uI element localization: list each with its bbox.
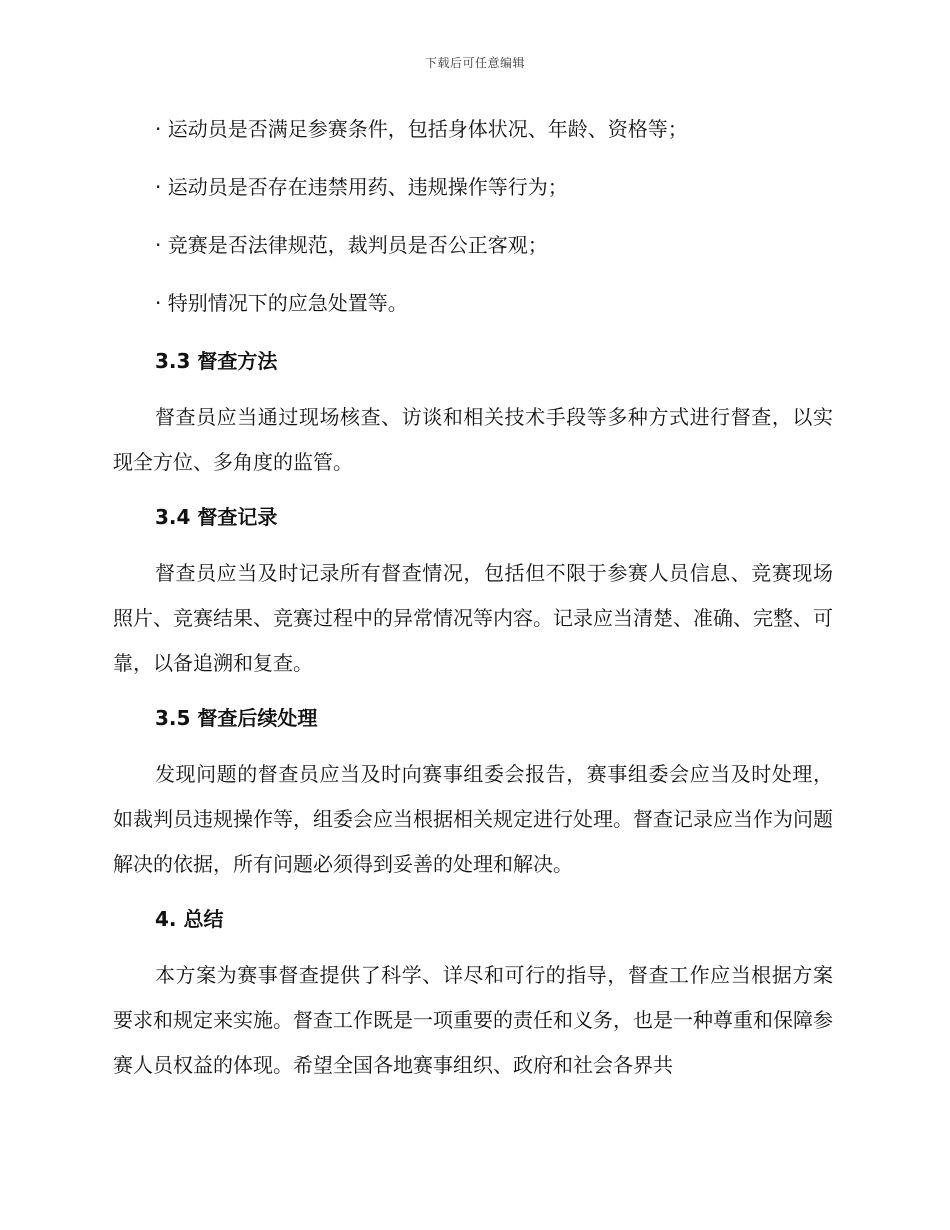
page-header: 下载后可任意编辑 [424,56,525,70]
section-heading-record: 3.4 督查记录 [155,505,278,529]
section-paragraph-followup: 发现问题的督查员应当及时向赛事组委会报告，赛事组委会应当及时处理，如裁判员违规操作等，组委会应当根据相关规定进行处理。督查记录应当作为问题解决的依据，所有问题必须得到妥善的处理和解决。 [113,762,833,876]
bullet-item-eligibility: · 运动员是否满足参赛条件，包括身体状况、年龄、资格等； [155,117,688,141]
section-heading-followup: 3.5 督查后续处理 [155,706,318,730]
bullet-item-fairness: · 竞赛是否法律规范，裁判员是否公正客观； [155,233,548,257]
bullet-item-doping: · 运动员是否存在违禁用药、违规操作等行为； [155,175,568,199]
bullet-item-emergency: · 特别情况下的应急处置等。 [155,291,408,315]
section-paragraph-method: 督查员应当通过现场核查、访谈和相关技术手段等多种方式进行督查，以实现全方位、多角度的监管。 [113,405,833,474]
section-paragraph-summary: 本方案为赛事督查提供了科学、详尽和可行的指导，督查工作应当根据方案要求和规定来实施。督查工作既是一项重要的责任和义务，也是一种尊重和保障参赛人员权益的体现。希望全国各地赛事组织、政府和社会各界共 [113,963,833,1077]
section-paragraph-record: 督查员应当及时记录所有督查情况，包括但不限于参赛人员信息、竞赛现场照片、竞赛结果、竞赛过程中的异常情况等内容。记录应当清楚、准确、完整、可靠，以备追溯和复查。 [113,561,833,675]
section-heading-method: 3.3 督查方法 [155,349,278,373]
document-body [113,111,833,1102]
section-heading-summary: 4. 总结 [155,907,224,931]
